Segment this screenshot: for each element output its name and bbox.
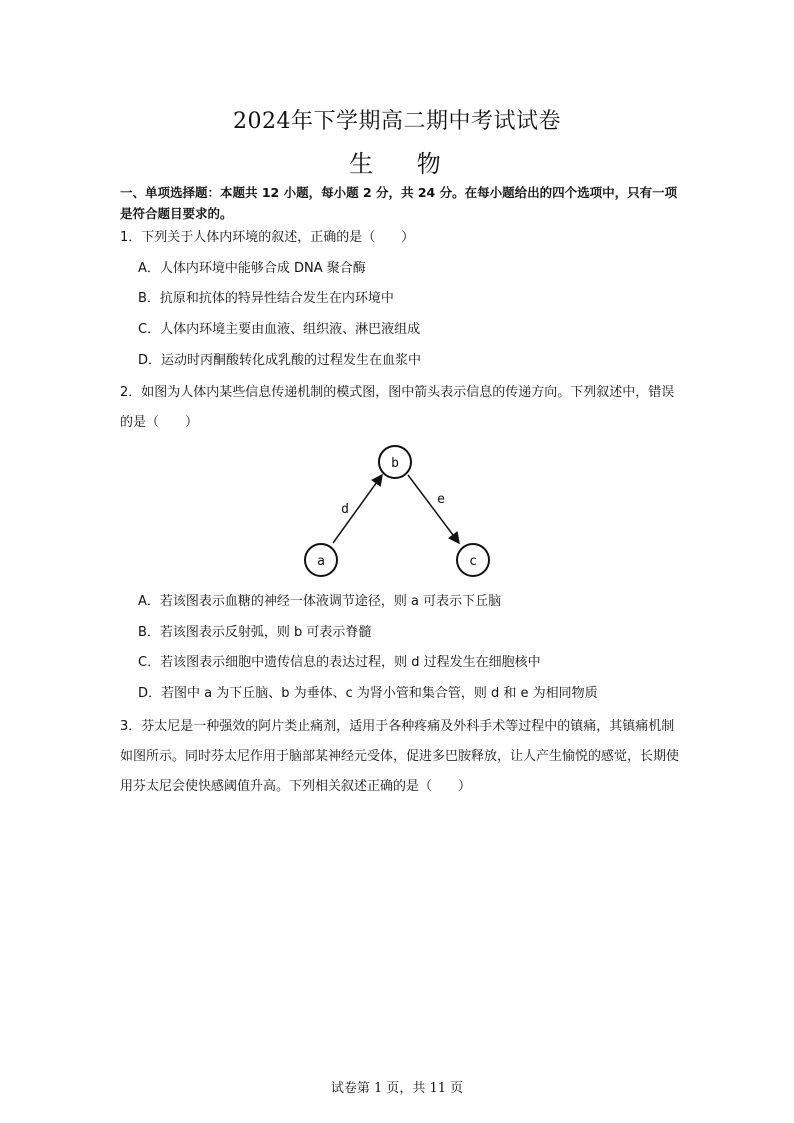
question-2-stem: 2．如图为人体内某些信息传递机制的模式图，图中箭头表示信息的传递方向。下列叙述中，错误的是（ ） (120, 385, 675, 430)
question-1-option-c: C．人体内环境主要由血液、组织液、淋巴液组成 (138, 322, 421, 337)
page-footer: 试卷第 1 页，共 11 页 (330, 1081, 464, 1096)
signal-transfer-diagram (290, 440, 510, 580)
question-2-option-b: B．若该图表示反射弧，则 b 可表示脊髓 (138, 625, 372, 640)
node-a-label: a (317, 554, 325, 569)
question-2-option-d: D．若图中 a 为下丘脑、b 为垂体、c 为肾小管和集合管，则 d 和 e 为相同物质 (138, 686, 598, 701)
node-b-label: b (391, 456, 399, 471)
question-1-option-b: B．抗原和抗体的特异性结合发生在内环境中 (138, 291, 394, 306)
question-3-stem: 3．芬太尼是一种强效的阿片类止痛剂，适用于各种疼痛及外科手术等过程中的镇痛，其镇痛机制如图所示。同时芬太尼作用于脑部某神经元受体，促进多巴胺释放，让人产生愉悦的感觉，长期使用芬太尼会使快感阈值升高。下列相关叙述正确的是（ ） (120, 719, 680, 794)
edge-d-label: d (341, 502, 349, 517)
exam-title: 2024年下学期高二期中考试试卷 (233, 109, 561, 134)
question-2-option-a: A．若该图表示血糖的神经一体液调节途径，则 a 可表示下丘脑 (138, 594, 502, 609)
question-1-option-d: D．运动时丙酮酸转化成乳酸的过程发生在血浆中 (138, 353, 422, 368)
question-2-option-c: C．若该图表示细胞中遗传信息的表达过程，则 d 过程发生在细胞核中 (138, 655, 541, 670)
edge-e-arrow (408, 475, 459, 543)
subject-title: 生 物 (349, 150, 459, 178)
question-1-option-a: A．人体内环境中能够合成 DNA 聚合酶 (138, 261, 366, 276)
question-1-stem: 1．下列关于人体内环境的叙述，正确的是（ ） (120, 230, 415, 245)
edge-e-label: e (437, 492, 445, 507)
node-c-label: c (469, 554, 477, 569)
section-heading: 一、单项选择题：本题共 12 小题，每小题 2 分，共 24 分。在每小题给出的四个选项中，只有一项是符合题目要求的。 (120, 185, 678, 221)
